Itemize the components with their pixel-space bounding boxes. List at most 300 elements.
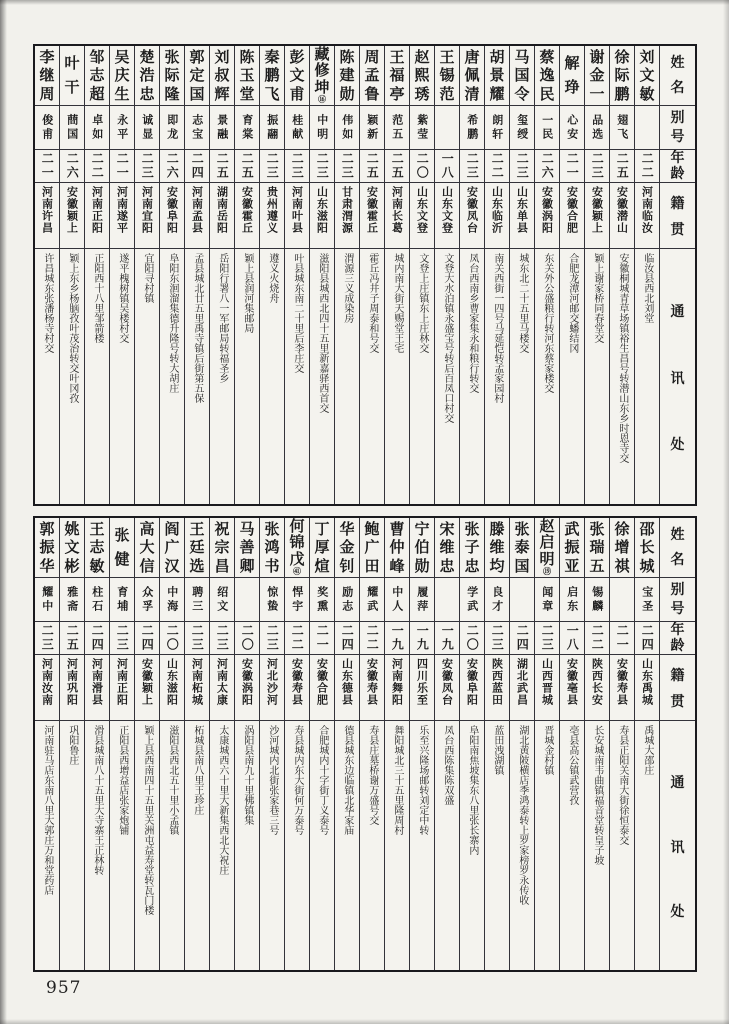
age-cell-text: 二二 xyxy=(640,152,655,180)
address-cell xyxy=(485,721,509,970)
char: 彬 xyxy=(64,556,80,575)
char: 丁 xyxy=(314,519,330,538)
person-name xyxy=(585,46,609,105)
char: 卿 xyxy=(239,556,255,575)
char: 忠 xyxy=(139,84,155,103)
char: 书 xyxy=(264,556,280,575)
address-cell xyxy=(260,721,284,970)
address-cell xyxy=(635,721,659,970)
person-name xyxy=(285,518,309,577)
char: 国 xyxy=(189,84,205,103)
alias-cell-text: 奖熏 xyxy=(315,585,329,614)
origin-cell-text: 安徽涡阳 xyxy=(240,658,254,706)
age-cell-text: 二二 xyxy=(590,624,605,652)
entry-column xyxy=(609,518,634,970)
name-cell xyxy=(435,518,459,578)
age-cell xyxy=(360,150,384,183)
header-address-label xyxy=(660,721,695,970)
person-name xyxy=(385,46,409,105)
age-cell-text: 二三 xyxy=(290,152,305,180)
name-cell xyxy=(135,518,159,578)
char: 振 xyxy=(564,538,580,556)
entry-column xyxy=(159,46,184,504)
address-cell-text: 遵义火烧舟 xyxy=(266,253,278,303)
origin-cell xyxy=(60,183,84,249)
name-cell xyxy=(385,518,409,578)
name-cell xyxy=(85,518,109,578)
char: 叶 xyxy=(64,53,80,72)
alias-cell xyxy=(535,106,559,150)
address-cell xyxy=(635,249,659,504)
entry-column xyxy=(284,46,309,504)
origin-cell-text: 安徽霍丘 xyxy=(365,186,379,234)
entry-column xyxy=(559,46,584,504)
person-name xyxy=(210,518,234,577)
age-cell xyxy=(610,622,634,655)
name-cell xyxy=(635,46,659,106)
address-cell-text: 禹城大邵庄 xyxy=(641,725,653,775)
address-cell xyxy=(485,249,509,504)
char: 周 xyxy=(364,47,380,66)
person-name xyxy=(335,46,359,105)
entry-column xyxy=(259,46,284,504)
entry-column xyxy=(634,46,659,504)
entry-column xyxy=(434,46,459,504)
address-cell-text: 颖上县润河集邮局 xyxy=(241,253,253,333)
origin-cell-text: 河南柘城 xyxy=(190,658,204,706)
name-cell xyxy=(160,46,184,106)
alias-cell-text: 品选 xyxy=(590,113,604,142)
char: 刘 xyxy=(214,47,230,66)
alias-cell-text: 景融 xyxy=(215,113,229,142)
person-name xyxy=(310,518,334,577)
entry-column xyxy=(409,46,434,504)
char: 华 xyxy=(339,519,355,538)
alias-cell xyxy=(85,578,109,622)
address-cell-text: 太康城西六十里大新集西北大祝庄 xyxy=(216,725,228,875)
alias-cell xyxy=(585,578,609,622)
age-cell-text: 二六 xyxy=(65,152,80,180)
alias-cell-text: 蔄国 xyxy=(65,113,79,142)
char: 继 xyxy=(39,66,55,84)
origin-cell-text: 安徽颖上 xyxy=(590,186,604,234)
address-cell-text: 巩阳鲁庄 xyxy=(66,725,78,765)
origin-cell xyxy=(210,183,234,249)
address-cell xyxy=(285,721,309,970)
origin-cell xyxy=(260,655,284,721)
origin-cell xyxy=(585,655,609,721)
age-cell-text: 二三 xyxy=(140,152,155,180)
origin-cell-text: 陕西蓝田 xyxy=(490,658,504,706)
entry-column xyxy=(284,518,309,970)
name-cell xyxy=(610,46,634,106)
age-cell xyxy=(560,150,584,183)
entry-column xyxy=(384,518,409,970)
age-cell xyxy=(410,150,434,183)
alias-cell xyxy=(35,578,59,622)
alias-cell-text: 俊甫 xyxy=(40,113,54,142)
age-cell-text: 二三 xyxy=(215,624,230,652)
alias-cell xyxy=(435,578,459,622)
header-age-label xyxy=(660,150,695,183)
char: 亚 xyxy=(564,556,580,575)
address-cell xyxy=(135,249,159,504)
origin-cell-text: 安徽寿县 xyxy=(290,658,304,706)
origin-cell xyxy=(235,183,259,249)
name-cell xyxy=(85,46,109,106)
address-cell-text: 柘城县南八里王珍庄 xyxy=(191,725,203,815)
origin-cell-text: 湖南岳阳 xyxy=(215,186,229,234)
char: 叔 xyxy=(214,66,230,84)
char: 志 xyxy=(89,538,105,556)
char: 蔡 xyxy=(539,47,555,66)
origin-cell-text: 安徽寿县 xyxy=(365,658,379,706)
address-cell-text: 渭源三义成染房 xyxy=(341,253,353,323)
char: 民 xyxy=(539,84,555,103)
age-cell xyxy=(460,622,484,655)
person-name xyxy=(510,46,534,105)
name-cell xyxy=(460,46,484,106)
alias-cell xyxy=(485,578,509,622)
alias-cell xyxy=(135,578,159,622)
address-cell-text: 叶县城东南二十里后李庄交 xyxy=(291,253,303,373)
char: 勋 xyxy=(414,556,430,575)
char: 姓 xyxy=(670,55,685,72)
origin-cell-text: 安徽合肥 xyxy=(315,658,329,706)
address-cell xyxy=(60,249,84,504)
header-alias-label xyxy=(660,106,695,150)
origin-cell xyxy=(60,655,84,721)
origin-cell xyxy=(535,655,559,721)
age-cell xyxy=(210,150,234,183)
address-cell xyxy=(110,249,134,504)
origin-cell xyxy=(635,655,659,721)
alias-cell-text: 伟如 xyxy=(340,113,354,142)
age-cell-text: 二三 xyxy=(265,624,280,652)
char: 忠 xyxy=(464,556,480,575)
char: 张 xyxy=(264,519,280,538)
person-name xyxy=(410,46,434,105)
char: 解 xyxy=(564,53,580,72)
address-cell xyxy=(460,721,484,970)
address-cell xyxy=(610,721,634,970)
name-cell xyxy=(360,46,384,106)
char: 唐 xyxy=(464,47,480,66)
age-cell-text: 二一 xyxy=(115,152,130,180)
name-cell xyxy=(585,46,609,106)
header-column xyxy=(659,46,695,504)
char: 通 xyxy=(670,774,685,791)
char: 超 xyxy=(89,84,105,103)
alias-cell xyxy=(285,578,309,622)
age-cell-text: 二五 xyxy=(240,152,255,180)
origin-cell-text: 河南正阳 xyxy=(115,658,129,706)
alias-cell xyxy=(560,106,584,150)
address-cell-text: 孟县城北廿五里禹寺镇后街第五保 xyxy=(191,253,203,403)
address-cell xyxy=(435,721,459,970)
address-cell-text: 寿县城内东大街何万泰号 xyxy=(291,725,303,835)
age-cell-text: 二四 xyxy=(515,624,530,652)
origin-cell-text: 贵州遵义 xyxy=(265,186,279,234)
address-cell xyxy=(385,249,409,504)
alias-cell-text: 玺绶 xyxy=(515,113,529,142)
origin-cell-text: 安徽合肥 xyxy=(565,186,579,234)
person-name xyxy=(185,518,209,577)
origin-cell xyxy=(135,655,159,721)
char: 均 xyxy=(489,556,505,575)
address-cell-text: 阜阳东洄溜集德升隆号转大胡庄 xyxy=(166,253,178,393)
alias-cell xyxy=(235,578,259,622)
char: 周 xyxy=(39,84,55,103)
age-cell-text: 二五 xyxy=(65,624,80,652)
entry-column xyxy=(59,518,84,970)
alias-cell xyxy=(635,106,659,150)
origin-cell xyxy=(160,183,184,249)
name-cell xyxy=(360,518,384,578)
address-cell-text: 合肥城内十字街丁义泰号 xyxy=(316,725,328,835)
address-cell xyxy=(510,721,534,970)
age-cell-text: 二一 xyxy=(615,624,630,652)
age-cell-text: 二三 xyxy=(465,152,480,180)
alias-cell xyxy=(210,578,234,622)
char: 际 xyxy=(614,66,630,84)
char: 玉 xyxy=(239,66,255,84)
alias-cell-text: 永平 xyxy=(115,113,129,142)
person-name xyxy=(610,46,634,105)
person-name xyxy=(35,518,59,577)
entry-column xyxy=(359,46,384,504)
origin-cell xyxy=(410,655,434,721)
address-cell-text: 安徽桐城青草场镇裕生昌号转潜山东乡时恩寺交 xyxy=(616,253,628,463)
char: 讯 xyxy=(670,370,685,387)
alias-cell-text: 朗轩 xyxy=(490,113,504,142)
address-cell xyxy=(610,249,634,504)
name-cell xyxy=(110,46,134,106)
alias-cell xyxy=(460,106,484,150)
origin-cell-text: 河南滑县 xyxy=(90,658,104,706)
char: 彭 xyxy=(289,47,305,66)
age-cell-text: 一八 xyxy=(565,624,580,652)
address-cell-text: 滋阳县西北五十里小孟镇 xyxy=(166,725,178,835)
alias-cell-text: 桂献 xyxy=(290,113,304,142)
origin-cell-text: 河南汝南 xyxy=(40,658,54,706)
address-cell-text: 蓝田洩湖镇 xyxy=(491,725,503,775)
origin-cell-text: 河南宜阳 xyxy=(140,186,154,234)
age-cell-text: 一九 xyxy=(440,624,455,652)
char: 姓 xyxy=(670,527,685,544)
char: 号 xyxy=(670,129,685,145)
footnote-mark: ⑯ xyxy=(318,94,326,104)
char: 鹏 xyxy=(614,84,630,103)
origin-cell xyxy=(185,655,209,721)
char: 仲 xyxy=(389,538,405,556)
age-cell xyxy=(585,150,609,183)
age-cell xyxy=(460,150,484,183)
name-cell xyxy=(160,518,184,578)
char: 号 xyxy=(670,601,685,617)
char: 名 xyxy=(670,79,685,96)
person-name xyxy=(435,518,459,577)
char: 启 xyxy=(539,533,555,552)
address-cell-text: 涡阳县南九十里佛镇集 xyxy=(241,725,253,825)
entry-column xyxy=(35,46,59,504)
age-cell xyxy=(335,622,359,655)
address-cell xyxy=(35,249,59,504)
entry-column xyxy=(484,518,509,970)
alias-cell-text: 众孚 xyxy=(140,585,154,614)
person-name xyxy=(260,46,284,105)
age-cell xyxy=(385,622,409,655)
age-cell-text: 二三 xyxy=(515,152,530,180)
char: 耀 xyxy=(489,84,505,103)
char: 浩 xyxy=(139,66,155,84)
alias-cell xyxy=(460,578,484,622)
age-cell-text: 二四 xyxy=(140,624,155,652)
name-cell xyxy=(310,518,334,578)
person-name xyxy=(135,518,159,577)
alias-cell-text: 育埔 xyxy=(115,585,129,614)
entry-column xyxy=(234,518,259,970)
origin-cell xyxy=(485,183,509,249)
address-cell xyxy=(210,721,234,970)
person-name xyxy=(160,46,184,105)
alias-cell xyxy=(85,106,109,150)
alias-cell-text: 范五 xyxy=(390,113,404,142)
alias-cell xyxy=(110,578,134,622)
person-name xyxy=(310,46,334,105)
address-cell xyxy=(185,249,209,504)
name-cell xyxy=(485,518,509,578)
entry-column xyxy=(134,518,159,970)
age-cell-text: 二三 xyxy=(265,152,280,180)
char: 处 xyxy=(670,904,685,921)
name-cell xyxy=(535,46,559,106)
origin-cell xyxy=(610,183,634,249)
age-cell-text: 二三 xyxy=(190,624,205,652)
char: 年 xyxy=(670,150,685,167)
age-cell xyxy=(635,622,659,655)
origin-cell xyxy=(35,655,59,721)
name-cell xyxy=(35,46,59,106)
origin-cell-text: 安徽亳县 xyxy=(565,658,579,706)
age-cell-text: 二三 xyxy=(490,624,505,652)
char: 金 xyxy=(339,538,355,556)
person-name xyxy=(560,46,584,105)
char: 王 xyxy=(439,47,455,66)
address-cell xyxy=(160,721,184,970)
person-name xyxy=(335,518,359,577)
address-cell-text: 正阳县西增益店张家炮铺 xyxy=(116,725,128,835)
char: 琤 xyxy=(564,78,580,97)
char: 福 xyxy=(389,66,405,84)
char: 通 xyxy=(670,304,685,321)
alias-cell-text: 励志 xyxy=(340,585,354,614)
char: 健 xyxy=(114,550,130,569)
char: 王 xyxy=(189,519,205,538)
char: 姚 xyxy=(64,519,80,538)
scan-edge-right xyxy=(723,0,729,1024)
header-address-label xyxy=(660,249,695,504)
alias-cell-text: 振翮 xyxy=(265,113,279,142)
origin-cell-text: 安徽涡阳 xyxy=(540,186,554,234)
alias-cell xyxy=(285,106,309,150)
header-age-label xyxy=(660,622,695,655)
alias-cell-text: 闻章 xyxy=(540,585,554,614)
person-name xyxy=(435,46,459,105)
age-cell xyxy=(510,622,534,655)
origin-cell-text: 安徽阜阳 xyxy=(165,186,179,234)
origin-cell xyxy=(485,655,509,721)
name-cell xyxy=(60,518,84,578)
age-cell xyxy=(60,622,84,655)
entry-column xyxy=(359,518,384,970)
person-name xyxy=(510,518,534,577)
name-cell xyxy=(210,46,234,106)
entry-column xyxy=(184,46,209,504)
char: 一 xyxy=(589,84,605,103)
address-cell xyxy=(585,249,609,504)
alias-cell xyxy=(610,106,634,150)
alias-cell-text: 中人 xyxy=(390,585,404,614)
address-cell xyxy=(135,721,159,970)
person-name xyxy=(235,46,259,105)
origin-cell-text: 山东单县 xyxy=(515,186,529,234)
origin-cell xyxy=(85,655,109,721)
address-cell-text: 许昌城东张潘杨寺村交 xyxy=(41,253,53,353)
entry-column xyxy=(534,46,559,504)
age-cell xyxy=(160,150,184,183)
origin-cell xyxy=(435,183,459,249)
address-cell-text: 凤台西陈集陈双盛 xyxy=(441,725,453,805)
age-cell xyxy=(360,622,384,655)
person-name xyxy=(635,46,659,105)
origin-cell xyxy=(235,655,259,721)
char: 高 xyxy=(139,519,155,538)
person-name xyxy=(85,46,109,105)
person-name xyxy=(210,46,234,105)
origin-cell xyxy=(385,183,409,249)
age-cell-text: 二四 xyxy=(90,624,105,652)
alias-cell xyxy=(610,578,634,622)
char: 令 xyxy=(514,84,530,103)
name-cell xyxy=(110,518,134,578)
age-cell-text: 二二 xyxy=(490,152,505,180)
age-cell-text: 二四 xyxy=(340,624,355,652)
address-cell-text: 德县城东边临镇北华家庙 xyxy=(341,725,353,835)
alias-cell xyxy=(385,106,409,150)
person-name xyxy=(185,46,209,105)
char: 锦 xyxy=(289,533,305,552)
alias-cell-text: 良才 xyxy=(490,585,504,614)
entry-column xyxy=(84,46,109,504)
char: 文 xyxy=(639,66,655,84)
char: 清 xyxy=(464,84,480,103)
name-cell xyxy=(535,518,559,578)
origin-cell-text: 安徽凤台 xyxy=(440,658,454,706)
origin-cell-text: 安徽阜阳 xyxy=(465,658,479,706)
name-cell xyxy=(610,518,634,578)
age-cell xyxy=(510,150,534,183)
age-cell xyxy=(235,150,259,183)
alias-cell xyxy=(235,106,259,150)
char: 景 xyxy=(489,66,505,84)
origin-cell xyxy=(210,655,234,721)
char: 楚 xyxy=(139,47,155,66)
origin-cell xyxy=(310,655,334,721)
age-cell-text: 二四 xyxy=(190,152,205,180)
alias-cell-text: 雅斋 xyxy=(65,585,79,614)
entry-column xyxy=(584,518,609,970)
